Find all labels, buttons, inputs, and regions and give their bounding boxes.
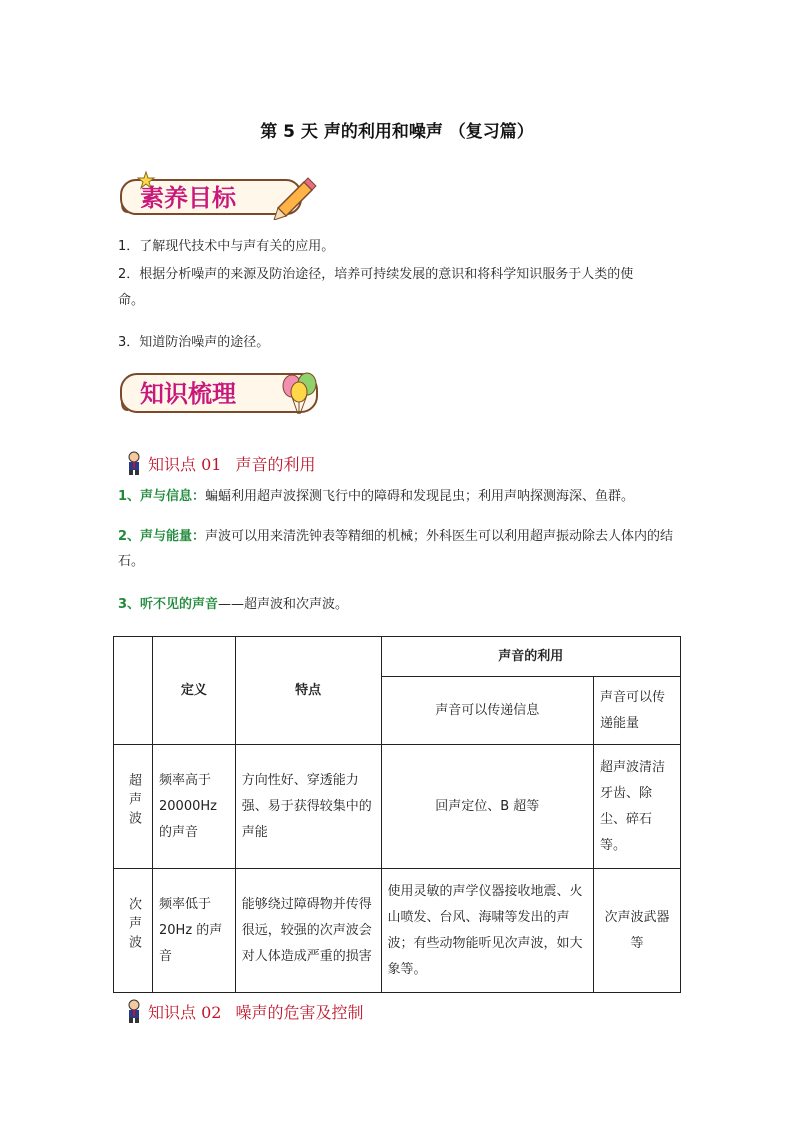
label-inaudible-sound: 3、听不见的声音 <box>118 597 219 612</box>
infrasound-information-use: 使用灵敏的声学仪器接收地震、火山喷发、台风、海啸等发出的声波；有些动物能听见次声波，如大象等。 <box>381 869 593 993</box>
paragraph-inaudible-sound <box>118 592 678 617</box>
person-icon <box>124 451 144 475</box>
knowledge-point-1-number: 知识点 01 <box>148 454 222 474</box>
knowledge-banner <box>118 364 328 420</box>
header-sound-use: 声音的利用 <box>381 637 680 677</box>
header-transmit-energy: 声音可以传递能量 <box>593 677 680 745</box>
paragraph-sound-information <box>118 484 678 509</box>
header-transmit-information: 声音可以传递信息 <box>381 677 593 745</box>
row-name-infrasound <box>114 869 153 993</box>
infrasound-energy-use: 次声波武器等 <box>593 869 680 993</box>
infrasound-definition: 频率低于20Hz 的声音 <box>153 869 236 993</box>
label-sound-information: 1、声与信息： <box>118 489 206 504</box>
text-sound-energy: 声波可以用来清洗钟表等精细的机械；外科医生可以利用超声振动除去人体内的结石。 <box>118 529 674 569</box>
knowledge-point-1-title: 声音的利用 <box>235 454 316 474</box>
table-header-row <box>114 637 681 677</box>
table-row <box>114 869 681 993</box>
label-sound-energy: 2、声与能量： <box>118 529 206 544</box>
header-features: 特点 <box>235 637 381 745</box>
page-title: 第 5 天 声的利用和噪声 （复习篇） <box>260 122 534 142</box>
knowledge-point-2-title: 噪声的危害及控制 <box>235 1002 364 1022</box>
text-sound-information: 蝙蝠利用超声波探测飞行中的障碍和发现昆虫；利用声呐探测海深、鱼群。 <box>205 489 635 504</box>
sound-comparison-table <box>113 636 681 993</box>
ultrasound-label: 超声波 <box>126 773 141 830</box>
header-definition: 定义 <box>153 637 236 745</box>
table-row <box>114 745 681 869</box>
paragraph-sound-energy <box>118 524 678 574</box>
text-inaudible-sound: ——超声波和次声波。 <box>218 597 349 612</box>
ultrasound-features: 方向性好、穿透能力强、易于获得较集中的声能 <box>235 745 381 869</box>
goals-banner-text: 素养目标 <box>140 184 236 212</box>
goal-2: 2．根据分析噪声的来源及防治途径，培养可持续发展的意识和将科学知识服务于人类的使 <box>118 267 634 282</box>
infrasound-label: 次声波 <box>126 897 141 954</box>
knowledge-banner-text: 知识梳理 <box>140 380 236 408</box>
goal-3: 3．知道防治噪声的途径。 <box>118 335 270 350</box>
goal-2-cont: 命。 <box>118 293 145 308</box>
ultrasound-energy-use: 超声波清洁牙齿、除尘、碎石等。 <box>593 745 680 869</box>
knowledge-point-2-heading <box>124 998 363 1024</box>
ultrasound-information-use: 回声定位、B 超等 <box>381 745 593 869</box>
goal-1: 1．了解现代技术中与声有关的应用。 <box>118 239 335 254</box>
knowledge-point-1-heading <box>124 450 315 476</box>
knowledge-point-2-number: 知识点 02 <box>148 1002 222 1022</box>
table-corner-cell <box>114 637 153 745</box>
infrasound-features: 能够绕过障碍物并传得很远，较强的次声波会对人体造成严重的损害 <box>235 869 381 993</box>
person-icon <box>124 999 144 1023</box>
goals-banner <box>118 168 318 220</box>
ultrasound-definition: 频率高于20000Hz 的声音 <box>153 745 236 869</box>
row-name-ultrasound <box>114 745 153 869</box>
